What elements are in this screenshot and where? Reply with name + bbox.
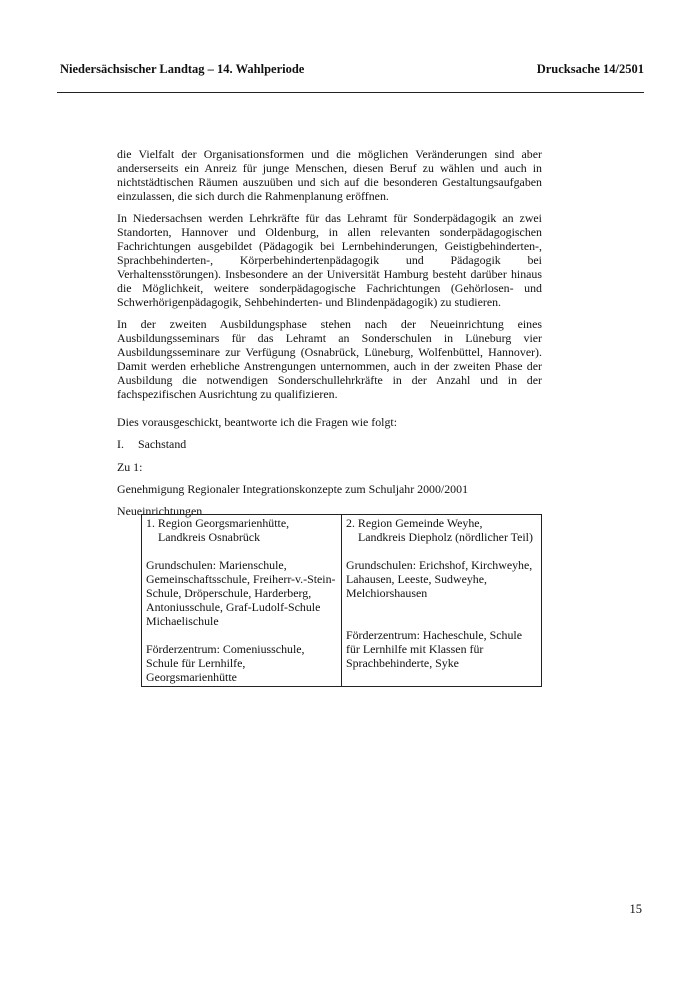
region-cell: [342, 515, 542, 687]
body-text: [117, 147, 542, 526]
region-district: Landkreis Diepholz (nördlicher Teil): [358, 530, 533, 544]
support-center: Förderzentrum: Comeniusschule, Schule für Lernhilfe, Georgsmarienhütte: [146, 642, 305, 684]
region-name: 1. Region Georgsmarienhütte,: [146, 516, 290, 530]
region-district: Landkreis Osnabrück: [158, 530, 261, 544]
section-numeral: I.: [117, 437, 124, 451]
regions-table: [141, 514, 542, 687]
subheading: Genehmigung Regionaler Integrationskonzepte zum Schuljahr 2000/2001: [117, 482, 469, 496]
region-title: [346, 516, 538, 544]
page-number: 15: [629, 902, 642, 916]
paragraph: die Vielfalt der Organisationsformen und die möglichen Veränderungen sind aber anderserseits ein Anreiz für junge Menschen, diesen Beruf zu wählen und auch in nichtstädtischen Räumen auszuüben und sich auf die besonderen Gestaltungsaufgaben einzulassen, die sich durch die Rahmenplanung eröffnen.: [117, 147, 542, 203]
paragraph: In der zweiten Ausbildungsphase stehen nach der Neueinrichtung eines Ausbildungsseminars für das Lehramt an Sonderschulen in Lüneburg vier Ausbildungsseminare zur Verfügung (Osnabrück, Lüneburg, Wolfenbüttel, Hannover). Damit werden erhebliche Anstrengungen unternommen, auch in der zweiten Phase der Ausbildung die notwendigen Sonderschullehrkräfte in der Anzahl und in der fachspezifischen Ausrichtung zu qualifizieren.: [117, 317, 542, 401]
header-title: Niedersächsischer Landtag – 14. Wahlperiode: [60, 62, 305, 76]
support-center: Förderzentrum: Hacheschule, Schule für Lernhilfe mit Klassen für Sprachbehinderte, Syke: [346, 628, 522, 670]
table-row: [142, 515, 542, 687]
document-number: Drucksache 14/2501: [536, 62, 644, 76]
subheading: Neueinrichtungen: [117, 504, 203, 518]
paragraph: In Niedersachsen werden Lehrkräfte für das Lehramt für Sonderpädagogik an zwei Standorten, Hannover und Oldenburg, in allen relevanten sonderpädagogischen Fachrichtungen ausgebildet (Pädagogik bei Lernbehinderungen, Geistigbehinderten-, Sprachbehinderten-, Körperbehindertenpädagogik und Pädagogik bei Verhaltensstörungen). Insbesondere an der Universität Hamburg besteht darüber hinaus die Möglichkeit, weitere sonderpädagogische Fachrichtungen (Gehörlosen- und Schwerhörigenpädagogik, Sehbehinderten- und Blindenpädagogik) zu studieren.: [117, 211, 542, 309]
section-title: Sachstand: [138, 437, 187, 451]
region-title: [146, 516, 338, 544]
section-heading: [117, 437, 542, 451]
header-rule: [57, 92, 644, 93]
paragraph: Dies vorausgeschickt, beantworte ich die Fragen wie folgt:: [117, 415, 398, 429]
schools-list: Grundschulen: Erichshof, Kirchweyhe, Lahausen, Leeste, Sudweyhe, Melchiorshausen: [346, 558, 533, 600]
schools-list: Grundschulen: Marienschule, Gemeinschaftsschule, Freiherr-v.-Stein-Schule, Dröperschule, Harderberg, Antoniusschule, Graf-Ludolf-Schule Michaelischule: [146, 558, 336, 628]
region-name: 2. Region Gemeinde Weyhe,: [346, 516, 483, 530]
question-ref: Zu 1:: [117, 460, 143, 474]
region-cell: [142, 515, 342, 687]
